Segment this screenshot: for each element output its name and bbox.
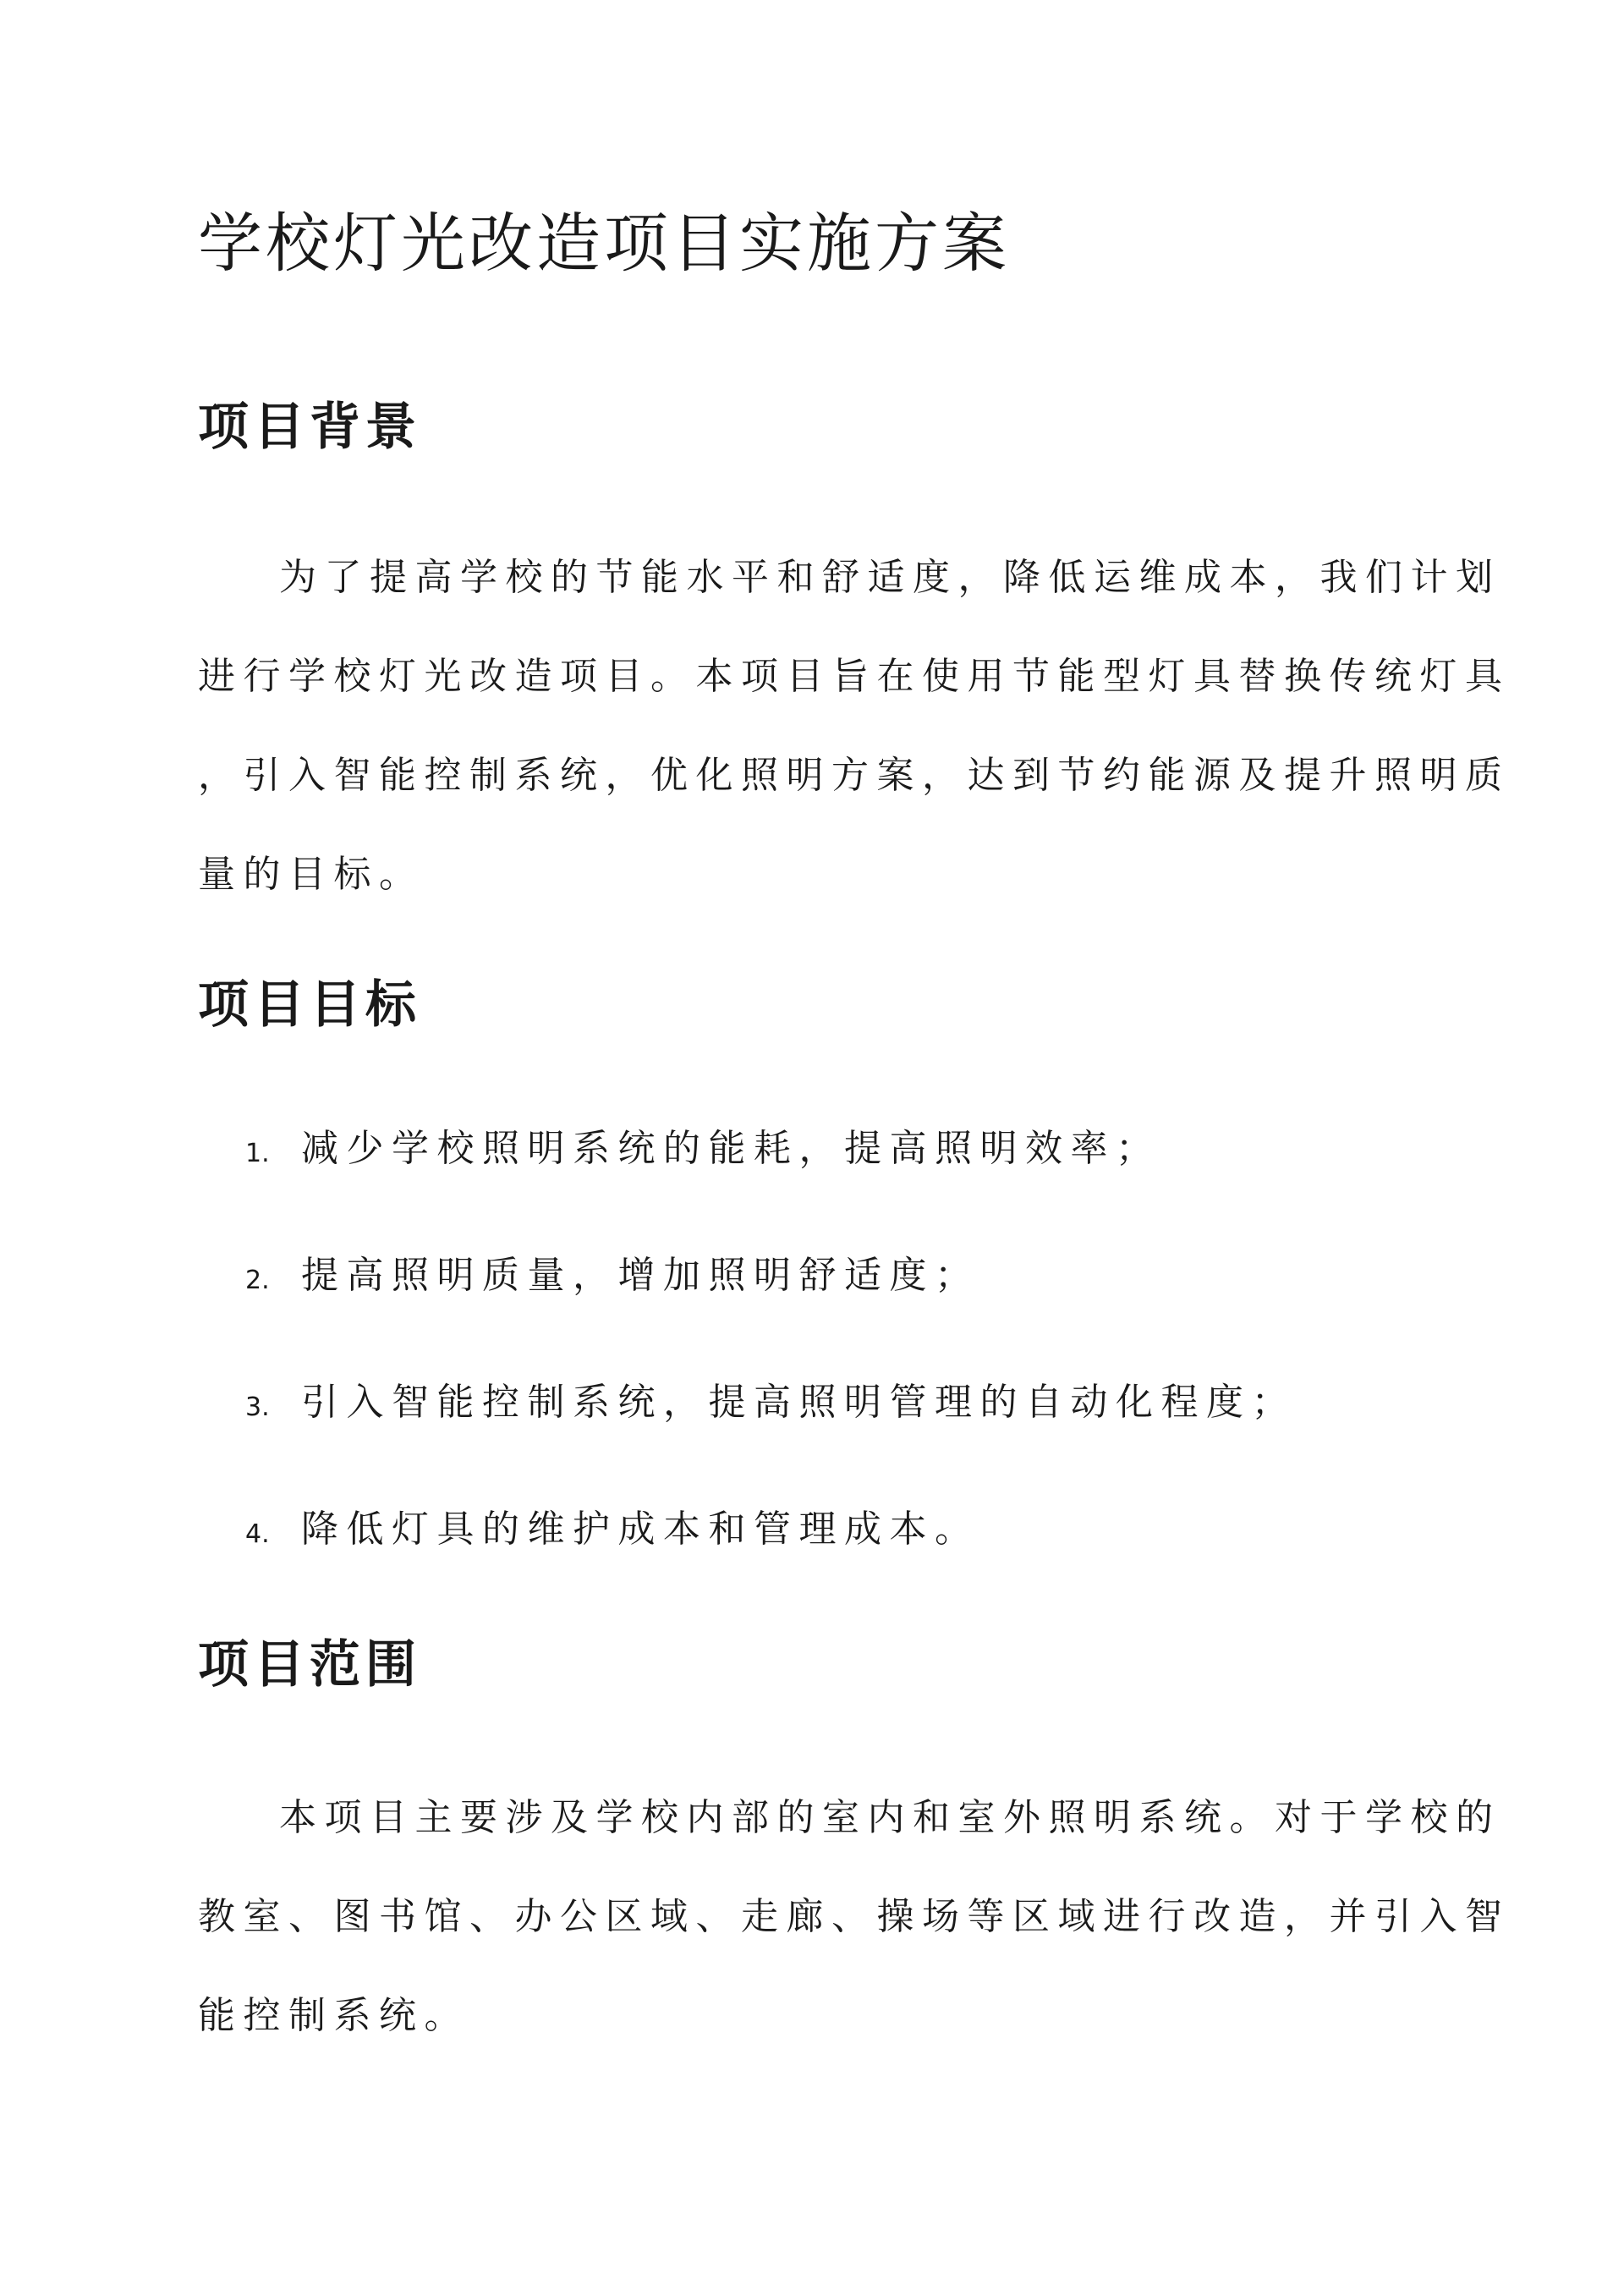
list-item <box>198 1233 1297 1360</box>
list-item <box>198 1360 1297 1487</box>
section-heading-background: 项目背景 <box>198 398 421 457</box>
list-item <box>198 1487 1297 1614</box>
paragraph-line: 进行学校灯光改造项目。本项目旨在使用节能型灯具替换传统灯具 <box>198 655 1511 698</box>
list-item-text: 提高照明质量，增加照明舒适度； <box>301 1254 980 1297</box>
document-title: 学校灯光改造项目实施方案 <box>198 206 1010 281</box>
section-heading-goals: 项目目标 <box>198 975 421 1035</box>
list-item-text: 引入智能控制系统，提高照明管理的自动化程度； <box>301 1381 1297 1424</box>
scope-paragraph <box>198 1768 1511 2065</box>
paragraph-line: 量的目标。 <box>198 853 425 896</box>
list-item-number: 2. <box>245 1266 270 1295</box>
background-paragraph <box>198 528 1511 924</box>
goals-list <box>198 1107 1297 1614</box>
paragraph-line: 能控制系统。 <box>198 1994 469 2037</box>
list-item-number: 3. <box>245 1392 270 1422</box>
list-item-text: 减少学校照明系统的能耗，提高照明效率； <box>301 1127 1161 1170</box>
section-heading-scope: 项目范围 <box>198 1635 421 1695</box>
list-item <box>198 1107 1297 1233</box>
paragraph-line: 教室、图书馆、办公区域、走廊、操场等区域进行改造，并引入智 <box>198 1895 1511 1938</box>
list-item-number: 1. <box>245 1139 270 1168</box>
paragraph-line: 本项目主要涉及学校内部的室内和室外照明系统。对于学校的 <box>279 1796 1501 1839</box>
paragraph-line: 为了提高学校的节能水平和舒适度，降低运维成本，我们计划 <box>279 556 1501 599</box>
paragraph-line: ，引入智能控制系统，优化照明方案，达到节约能源及提升照明质 <box>198 754 1511 797</box>
list-item-text: 降低灯具的维护成本和管理成本。 <box>301 1508 980 1551</box>
list-item-number: 4. <box>245 1519 270 1549</box>
